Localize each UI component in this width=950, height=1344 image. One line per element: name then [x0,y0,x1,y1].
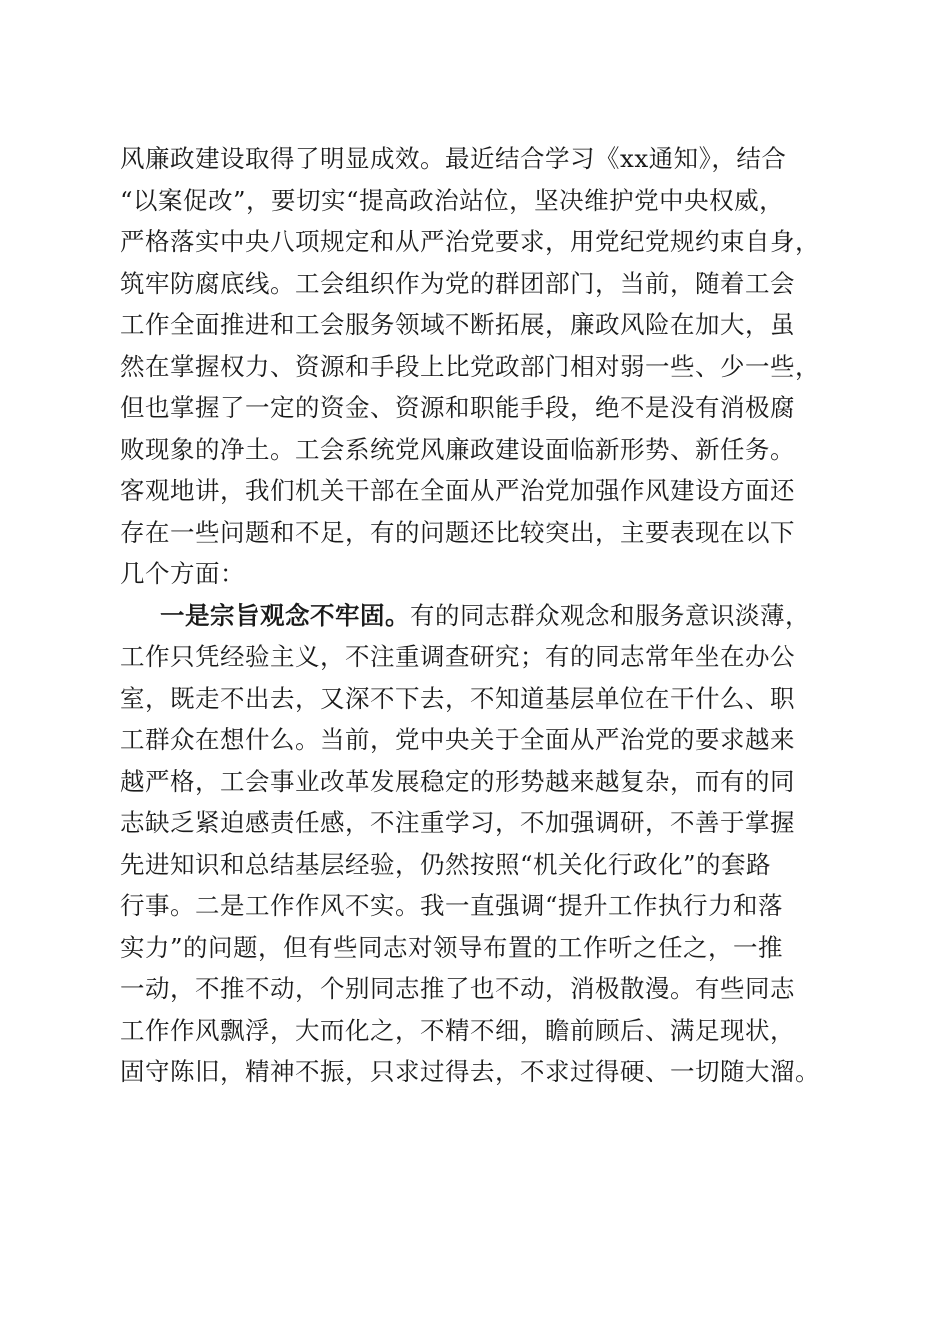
text-line: 工作全面推进和工会服务领域不断拓展，廉政风险在加大，虽 [120,310,795,339]
point-one-heading: 一是宗旨观念不牢固。 [160,600,410,630]
text-line: 存在一些问题和不足，有的问题还比较突出，主要表现在以下 [120,517,795,547]
text-line: 然在掌握权力、资源和手段上比党政部门相对弱一些、少一些， [120,351,820,381]
text-line: 严格落实中央八项规定和从严治党要求，用党纪党规约束自身， [120,227,820,256]
text-line: “以案促改”，要切实“提高政治站位，坚决维护党中央权威， [120,185,785,215]
text-line: 筑牢防腐底线。工会组织作为党的群团部门，当前，随着工会 [120,268,795,298]
text-line: 志缺乏紧迫感责任感，不注重学习，不加强调研，不善于掌握 [120,808,795,837]
text-line: 室，既走不出去，又深不下去，不知道基层单位在干什么、职 [120,683,795,713]
text-line: 行事。二是工作作风不实。我一直强调“提升工作执行力和落 [120,891,784,920]
text-line: 工作只凭经验主义，不注重调查研究；有的同志常年坐在办公 [120,642,795,671]
text-line: 客观地讲，我们机关干部在全面从严治党加强作风建设方面还 [120,476,795,505]
text-line: 工群众在想什么。当前，党中央关于全面从严治党的要求越来 [120,725,795,754]
text-line: 败现象的净土。工会系统党风廉政建设面临新形势、新任务。 [120,434,795,464]
text-line: 工作作风飘浮，大而化之，不精不细，瞻前顾后、满足现状， [120,1015,795,1045]
text-line: 一动，不推不动，个别同志推了也不动，消极散漫。有些同志 [120,974,795,1003]
text-line: 越严格，工会事业改革发展稳定的形势越来越复杂，而有的同 [120,766,795,796]
text-line: 风廉政建设取得了明显成效。最近结合学习《xx通知》，结合 [120,144,787,173]
text-line: 几个方面： [120,559,245,588]
text-line: 但也掌握了一定的资金、资源和职能手段，绝不是没有消极腐 [120,393,795,422]
text-line: 固守陈旧，精神不振，只求过得去，不求过得硬、一切随大溜。 [120,1057,820,1086]
text-line: 先进知识和总结基层经验，仍然按照“机关化行政化”的套路 [120,849,772,879]
body-text [120,138,860,1093]
text-line: 实力”的问题，但有些同志对领导布置的工作听之任之，一推 [120,932,784,962]
point-one-first-line [120,595,860,637]
point-one-first-line-text: 有的同志群众观念和服务意识淡薄， [410,600,810,630]
